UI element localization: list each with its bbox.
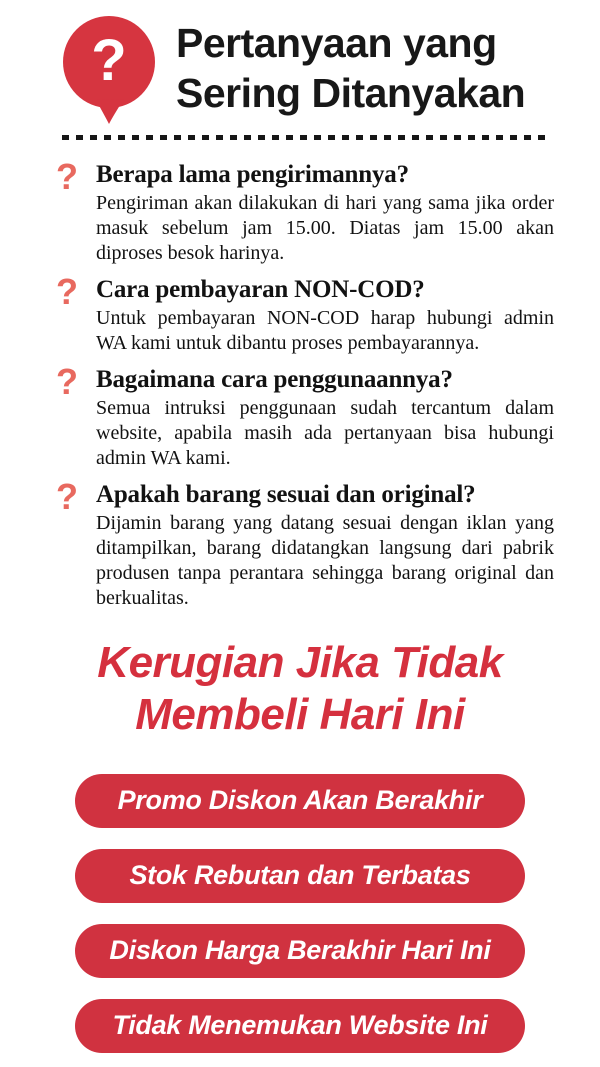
faq-answer: Pengiriman akan dilakukan di hari yang sama jika order masuk sebelum jam 15.00. Diatas jam 15.00 akan diproses besok harinya.	[96, 192, 554, 264]
urgency-heading-line2: Membeli Hari Ini	[135, 690, 465, 739]
faq-question: Cara pembayaran NON-COD?	[96, 276, 425, 303]
question-mark-icon: ?	[56, 361, 78, 402]
faq-item	[56, 156, 554, 266]
question-mark-glyph: ?	[91, 28, 127, 93]
faq-item	[56, 361, 554, 471]
pill-promo-diskon-akan-berakhir[interactable]: Promo Diskon Akan Berakhir	[75, 774, 525, 828]
faq-question: Apakah barang sesuai dan original?	[96, 481, 476, 508]
faq-item-body	[96, 480, 554, 611]
page-title-line1: Pertanyaan yang	[176, 20, 497, 66]
page-title	[176, 14, 525, 118]
faq-question: Berapa lama pengirimannya?	[96, 161, 409, 188]
faq-item-body	[96, 275, 554, 356]
faq-item	[56, 271, 554, 356]
faq-question: Bagaimana cara penggunaannya?	[96, 366, 453, 393]
question-mark-icon: ?	[56, 271, 78, 312]
faq-answer: Dijamin barang yang datang sesuai dengan iklan yang ditampilkan, barang didatangkan langsung dari pabrik produsen tanpa perantara sehingga barang original dan berkualitas.	[96, 512, 554, 609]
urgency-pill-list	[75, 774, 525, 1053]
faq-item	[56, 476, 554, 611]
question-balloon-icon	[58, 14, 160, 128]
page-title-line2: Sering Ditanyakan	[176, 70, 526, 116]
pill-stok-rebutan-dan-terbatas[interactable]: Stok Rebutan dan Terbatas	[75, 849, 525, 903]
faq-answer: Untuk pembayaran NON-COD harap hubungi admin WA kami untuk dibantu proses pembayarannya.	[96, 307, 554, 354]
faq-item-body	[96, 365, 554, 471]
faq-answer: Semua intruksi penggunaan sudah tercantum dalam website, apabila masih ada pertanyaan bisa hubungi admin WA kami.	[96, 397, 554, 469]
question-mark-icon: ?	[56, 156, 78, 197]
faq-item-body	[96, 160, 554, 266]
pill-tidak-menemukan-website-ini[interactable]: Tidak Menemukan Website Ini	[75, 999, 525, 1053]
urgency-heading	[0, 637, 600, 741]
page-header	[0, 0, 600, 128]
pill-diskon-harga-berakhir-hari-ini[interactable]: Diskon Harga Berakhir Hari Ini	[75, 924, 525, 978]
faq-list	[0, 140, 600, 611]
question-mark-icon: ?	[56, 476, 78, 517]
urgency-heading-line1: Kerugian Jika Tidak	[97, 638, 503, 687]
